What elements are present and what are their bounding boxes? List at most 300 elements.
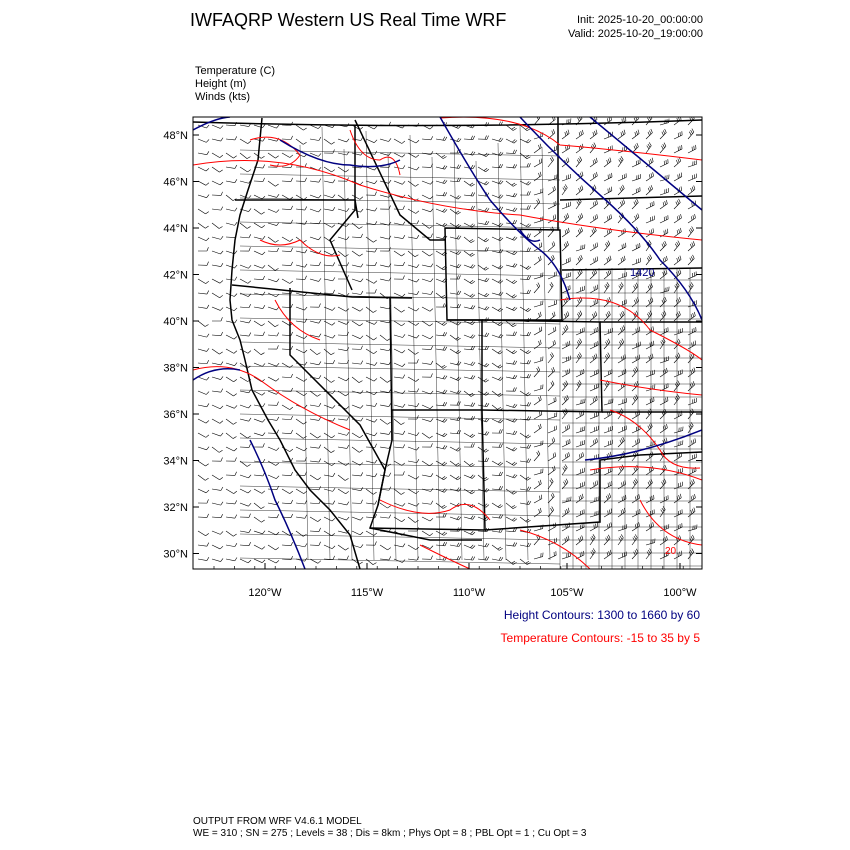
- wind-barb-feather: [667, 229, 668, 233]
- wind-barb: [226, 559, 235, 561]
- wind-barb: [226, 391, 233, 396]
- wind-barb-feather: [609, 493, 610, 497]
- wind-barb-feather: [443, 347, 445, 350]
- wind-barb-feather: [221, 487, 223, 490]
- wind-barb-feather: [345, 478, 348, 480]
- wind-barb-feather: [597, 200, 598, 204]
- wind-barb-feather: [473, 557, 475, 561]
- wind-barb-feather: [649, 130, 651, 134]
- wind-barb: [604, 136, 612, 139]
- wind-barb-feather: [526, 350, 529, 352]
- wind-barb-feather: [526, 435, 529, 437]
- wind-barb-feather: [691, 354, 693, 358]
- wind-barb-feather: [690, 244, 691, 248]
- wind-barb-feather: [220, 295, 223, 297]
- wind-barb-feather: [456, 350, 459, 352]
- wind-barb-feather: [277, 345, 278, 349]
- wind-barb-feather: [621, 312, 623, 316]
- wind-barb-feather: [609, 510, 610, 514]
- wind-barb: [366, 503, 375, 504]
- map-frame: [193, 117, 702, 569]
- wind-barb: [324, 335, 332, 338]
- wind-barb-feather: [444, 419, 447, 422]
- wind-barb-feather: [458, 449, 461, 452]
- wind-barb-feather: [537, 368, 539, 372]
- wind-barb: [534, 529, 543, 531]
- wind-barb-feather: [389, 556, 391, 560]
- wind-barb: [338, 517, 346, 520]
- wind-barb: [422, 139, 431, 140]
- wind-barb-feather: [593, 174, 594, 178]
- wind-barb-feather: [512, 307, 515, 310]
- wind-barb-feather: [529, 445, 531, 448]
- wind-barb-feather: [417, 220, 419, 224]
- wind-barb: [226, 419, 233, 424]
- wind-barb-feather: [501, 207, 503, 210]
- wind-barb-feather: [607, 230, 608, 234]
- wind-barb-feather: [537, 536, 539, 540]
- wind-barb: [506, 125, 513, 130]
- wind-barb: [198, 279, 206, 284]
- wind-barb: [240, 223, 247, 229]
- wind-barb: [394, 307, 401, 312]
- wind-barb-feather: [692, 383, 693, 387]
- wind-barb: [632, 286, 638, 293]
- wind-barb: [352, 489, 361, 491]
- wind-barb-feather: [607, 160, 608, 164]
- wind-barb: [212, 307, 220, 310]
- wind-barb: [646, 220, 654, 223]
- wind-barb-feather: [514, 237, 517, 240]
- wind-barb: [198, 433, 206, 437]
- wind-barb: [562, 384, 568, 391]
- wind-barb-feather: [665, 425, 666, 429]
- wind-barb-feather: [540, 424, 541, 428]
- wind-barb-feather: [538, 283, 540, 287]
- wind-barb-feather: [333, 277, 335, 280]
- wind-barb-feather: [332, 252, 335, 255]
- wind-barb: [352, 251, 359, 256]
- wind-barb-feather: [234, 265, 237, 268]
- wind-barb-feather: [458, 196, 461, 199]
- wind-barb-feather: [649, 300, 650, 304]
- wind-barb: [408, 503, 416, 506]
- wind-barb-feather: [429, 436, 432, 438]
- wind-barb-feather: [484, 153, 487, 156]
- wind-barb-feather: [471, 394, 474, 396]
- wind-barbs: [198, 115, 697, 565]
- wind-barb: [324, 405, 332, 408]
- boundary-sd: [560, 196, 702, 200]
- wind-barb-feather: [515, 220, 517, 224]
- wind-barb-feather: [332, 335, 335, 338]
- wind-barb-feather: [691, 314, 692, 318]
- wind-barb-feather: [608, 495, 609, 499]
- wind-barb: [338, 307, 346, 311]
- wind-barb-feather: [276, 448, 279, 451]
- wind-barb-feather: [526, 266, 529, 269]
- wind-barb: [646, 543, 655, 545]
- wind-barb-feather: [692, 227, 694, 230]
- wind-barb: [240, 391, 249, 393]
- wind-barb: [394, 293, 402, 297]
- wind-barb: [282, 405, 290, 410]
- wind-barb: [506, 153, 515, 154]
- wind-barb-feather: [579, 256, 581, 260]
- wind-barb-feather: [261, 156, 264, 158]
- wind-barb-feather: [472, 532, 475, 535]
- wind-barb-feather: [692, 243, 693, 247]
- wind-barb-feather: [513, 325, 516, 327]
- county-line: [240, 486, 560, 492]
- wind-barb-feather: [680, 256, 681, 260]
- wind-barb-feather: [333, 149, 334, 153]
- wind-barb-feather: [567, 229, 568, 233]
- wind-barb: [380, 153, 389, 155]
- wind-barb-feather: [528, 140, 531, 143]
- wind-barb-feather: [664, 231, 665, 235]
- wind-barb: [492, 419, 500, 423]
- wind-barb-feather: [485, 458, 487, 462]
- lat-label: 32°N: [163, 502, 188, 514]
- wind-barb-feather: [220, 308, 223, 311]
- wind-barb-feather: [540, 256, 541, 260]
- wind-barb-feather: [540, 144, 541, 148]
- wind-barb-feather: [360, 517, 363, 520]
- wind-barb: [688, 286, 693, 293]
- wind-barb: [352, 167, 361, 168]
- wind-barb-feather: [219, 226, 222, 228]
- wind-barb-feather: [620, 328, 621, 332]
- wind-barb-feather: [471, 416, 473, 420]
- wind-barb-feather: [485, 556, 487, 560]
- wind-barb-feather: [248, 490, 251, 493]
- wind-barb-feather: [564, 300, 566, 304]
- wind-barb-feather: [470, 253, 473, 255]
- wind-barb-feather: [514, 519, 517, 522]
- wind-barb: [548, 304, 556, 307]
- wind-barb: [338, 503, 347, 505]
- wind-barb: [226, 363, 235, 366]
- wind-barb-feather: [595, 215, 596, 219]
- wind-barb-feather: [666, 438, 667, 442]
- wind-barb-feather: [622, 482, 623, 486]
- wind-barb-feather: [538, 115, 540, 118]
- wind-barb-feather: [666, 368, 667, 372]
- wind-barb-feather: [457, 212, 460, 214]
- wind-barb-feather: [248, 195, 251, 198]
- wind-barb-feather: [578, 200, 580, 203]
- wind-barb-feather: [580, 339, 582, 342]
- wind-barb-feather: [595, 201, 596, 205]
- wind-barb: [632, 429, 640, 433]
- wind-barb-feather: [622, 201, 623, 205]
- wind-barb-feather: [653, 326, 654, 330]
- wind-barb-feather: [291, 332, 293, 336]
- wind-barb-feather: [567, 453, 568, 457]
- wind-barb-feather: [305, 558, 307, 561]
- wind-barb-feather: [471, 516, 473, 519]
- wind-barb-feather: [513, 387, 515, 391]
- wind-barb-feather: [415, 520, 418, 522]
- wind-barb-feather: [691, 256, 693, 260]
- wind-barb-feather: [691, 496, 692, 500]
- wind-barb-feather: [568, 311, 569, 315]
- wind-barb: [240, 265, 248, 268]
- wind-barb-feather: [387, 464, 390, 466]
- wind-barb-feather: [621, 356, 622, 360]
- wind-barb-feather: [594, 185, 596, 189]
- wind-barb: [520, 293, 529, 294]
- wind-barb: [254, 251, 262, 255]
- wind-barb: [212, 419, 220, 423]
- wind-barb: [380, 279, 389, 281]
- wind-barb-feather: [621, 534, 623, 537]
- wind-barb-feather: [305, 500, 307, 504]
- wind-barb: [618, 276, 627, 279]
- wind-barb-feather: [261, 353, 264, 355]
- wind-barb: [506, 349, 514, 354]
- wind-barb: [604, 485, 612, 489]
- wind-barb: [548, 331, 556, 335]
- wind-barb: [254, 363, 262, 366]
- wind-barb: [268, 517, 277, 518]
- wind-barb-feather: [577, 202, 579, 205]
- wind-barb-feather: [607, 340, 609, 344]
- wind-barb: [324, 489, 333, 491]
- wind-barb: [380, 433, 389, 434]
- valid-time: Valid: 2025-10-20_19:00:00: [568, 28, 703, 40]
- wind-barb-feather: [527, 163, 528, 167]
- wind-barb: [422, 307, 430, 311]
- wind-barb-feather: [471, 254, 474, 256]
- wind-barb: [296, 419, 303, 424]
- wind-barb-feather: [621, 438, 623, 442]
- wind-barb-feather: [235, 165, 237, 168]
- wind-barb-feather: [484, 181, 487, 184]
- wind-barb: [338, 377, 346, 381]
- wind-barb-feather: [513, 263, 515, 266]
- wind-barb-feather: [665, 129, 667, 133]
- wind-barb: [394, 251, 401, 256]
- wind-barb-feather: [484, 379, 487, 381]
- wind-barb-feather: [374, 533, 377, 536]
- wind-barb-feather: [662, 132, 664, 136]
- wind-barb-feather: [579, 132, 580, 136]
- wind-barb: [618, 160, 623, 167]
- wind-barb-feather: [677, 258, 678, 262]
- wind-barb-feather: [638, 213, 639, 217]
- wind-barb-feather: [473, 376, 475, 379]
- wind-barb-feather: [582, 494, 583, 498]
- wind-barb: [408, 517, 415, 522]
- wind-barb-feather: [417, 235, 419, 238]
- wind-barb-feather: [636, 357, 637, 361]
- wind-barb-feather: [333, 418, 335, 421]
- wind-barb-feather: [677, 394, 679, 397]
- wind-barb-feather: [472, 295, 475, 298]
- wind-barb-feather: [498, 365, 501, 367]
- wind-barb-feather: [539, 145, 540, 149]
- wind-barb: [604, 384, 609, 391]
- wind-barb: [268, 461, 276, 466]
- wind-barb: [394, 545, 403, 547]
- wind-barb-feather: [539, 425, 540, 429]
- wind-barb-feather: [346, 463, 349, 466]
- wind-barb-feather: [622, 131, 623, 135]
- wind-barb-feather: [665, 257, 666, 261]
- wind-barb-feather: [564, 328, 566, 332]
- wind-barb-feather: [551, 382, 553, 386]
- wind-barb-feather: [360, 197, 363, 200]
- wind-barb-feather: [592, 230, 594, 234]
- wind-barb: [632, 314, 638, 321]
- wind-barb-feather: [207, 334, 209, 337]
- wind-barb: [394, 349, 402, 353]
- wind-barb: [338, 419, 347, 420]
- wind-barb-feather: [555, 327, 556, 331]
- wind-barb-feather: [663, 312, 665, 316]
- wind-barb-feather: [471, 165, 473, 168]
- wind-barb-feather: [666, 230, 667, 234]
- lat-label: 30°N: [163, 548, 188, 561]
- wind-barb-feather: [459, 265, 462, 268]
- wind-barb-feather: [235, 472, 237, 476]
- wind-barb-feather: [678, 381, 680, 384]
- wind-barb-feather: [359, 562, 362, 564]
- wind-barb: [366, 279, 374, 283]
- wind-barb-feather: [207, 557, 209, 560]
- wind-barb-feather: [431, 501, 433, 505]
- wind-barb-feather: [578, 158, 580, 161]
- wind-barb: [548, 230, 554, 237]
- wind-barb-feather: [499, 138, 501, 141]
- field-winds: Winds (kts): [195, 91, 250, 103]
- wind-barb-feather: [501, 557, 503, 560]
- wind-barb: [660, 314, 666, 321]
- wind-barb: [618, 538, 623, 545]
- wind-barb-feather: [442, 532, 445, 535]
- wind-barb-feather: [526, 139, 529, 142]
- wind-barb: [226, 545, 235, 547]
- wind-barb-feather: [443, 332, 445, 336]
- wind-barb-feather: [619, 342, 621, 346]
- county-line: [240, 270, 560, 276]
- wind-barb: [562, 276, 571, 279]
- wind-barb-feather: [690, 258, 692, 262]
- wind-barb-feather: [527, 157, 530, 159]
- wind-barb-feather: [553, 215, 554, 219]
- wind-barb-feather: [619, 216, 621, 219]
- wind-barb: [506, 321, 513, 327]
- wind-barb-feather: [205, 464, 208, 466]
- wind-barb: [562, 412, 568, 419]
- wind-barb-feather: [553, 467, 554, 471]
- wind-barb-feather: [235, 320, 237, 323]
- wind-barb-feather: [665, 537, 666, 541]
- wind-barb-feather: [608, 189, 609, 193]
- wind-barb-feather: [248, 170, 251, 172]
- wind-barb: [198, 195, 207, 198]
- wind-barb-feather: [261, 507, 264, 509]
- wind-barb-feather: [361, 346, 363, 350]
- wind-barb-feather: [221, 389, 223, 393]
- wind-barb: [324, 293, 333, 294]
- wind-barb-feather: [694, 186, 695, 190]
- wind-barb-feather: [485, 543, 487, 546]
- wind-barb: [212, 167, 219, 172]
- wind-barb-feather: [607, 282, 609, 285]
- wind-barb-feather: [262, 324, 265, 326]
- wind-barb-feather: [595, 311, 596, 315]
- wind-barb-feather: [592, 272, 594, 276]
- wind-barb: [408, 545, 416, 550]
- wind-barb: [254, 265, 262, 268]
- wind-barb-feather: [206, 281, 209, 283]
- wind-barb-feather: [578, 230, 579, 234]
- wind-barb-feather: [442, 252, 445, 255]
- wind-barb-feather: [207, 247, 208, 251]
- wind-barb: [646, 427, 652, 433]
- wind-barb-feather: [527, 445, 529, 448]
- wind-barb-feather: [220, 251, 223, 254]
- wind-barb-feather: [221, 514, 223, 518]
- temperature-contour-legend: Temperature Contours: -15 to 35 by 5: [500, 631, 700, 645]
- wind-barb-feather: [290, 155, 293, 158]
- wind-barb-feather: [596, 116, 597, 120]
- wind-barb-feather: [500, 420, 503, 423]
- wind-barb-feather: [623, 383, 624, 387]
- wind-barb-feather: [373, 492, 376, 494]
- wind-barb-feather: [677, 272, 678, 276]
- wind-barb-feather: [235, 208, 237, 211]
- wind-barb-feather: [457, 165, 459, 168]
- wind-barb-feather: [693, 381, 694, 385]
- wind-barb-feather: [692, 509, 693, 513]
- wind-barb-feather: [263, 178, 265, 182]
- wind-barb-feather: [319, 262, 321, 266]
- lon-label: 110°W: [452, 587, 486, 599]
- wind-barb-feather: [619, 286, 621, 289]
- wind-barb-feather: [639, 494, 640, 498]
- wind-barb-feather: [553, 493, 555, 497]
- wind-barb-feather: [221, 332, 223, 336]
- wind-barb-feather: [620, 536, 622, 539]
- wind-barb: [562, 261, 570, 265]
- wind-barb: [198, 153, 207, 155]
- wind-barb-feather: [664, 439, 665, 443]
- wind-barb-feather: [360, 463, 363, 466]
- wind-barb-feather: [261, 212, 264, 214]
- wind-barb: [422, 265, 431, 267]
- wind-barb-feather: [375, 248, 377, 252]
- wind-barb-feather: [591, 552, 593, 555]
- wind-barb: [534, 454, 540, 461]
- wind-barb-feather: [470, 294, 473, 297]
- wind-barb-feather: [402, 350, 405, 353]
- wind-barb-feather: [649, 160, 650, 164]
- wind-barb-feather: [541, 159, 542, 163]
- wind-barb-feather: [333, 262, 335, 266]
- wind-barb-feather: [374, 140, 377, 143]
- wind-barb-feather: [565, 314, 566, 318]
- wind-barb-feather: [565, 480, 567, 484]
- wind-barb-feather: [565, 230, 566, 234]
- wind-barb: [324, 251, 332, 255]
- height-contour-legend: Height Contours: 1300 to 1660 by 60: [503, 608, 700, 622]
- wind-barb: [352, 433, 360, 438]
- wind-barb: [338, 265, 347, 266]
